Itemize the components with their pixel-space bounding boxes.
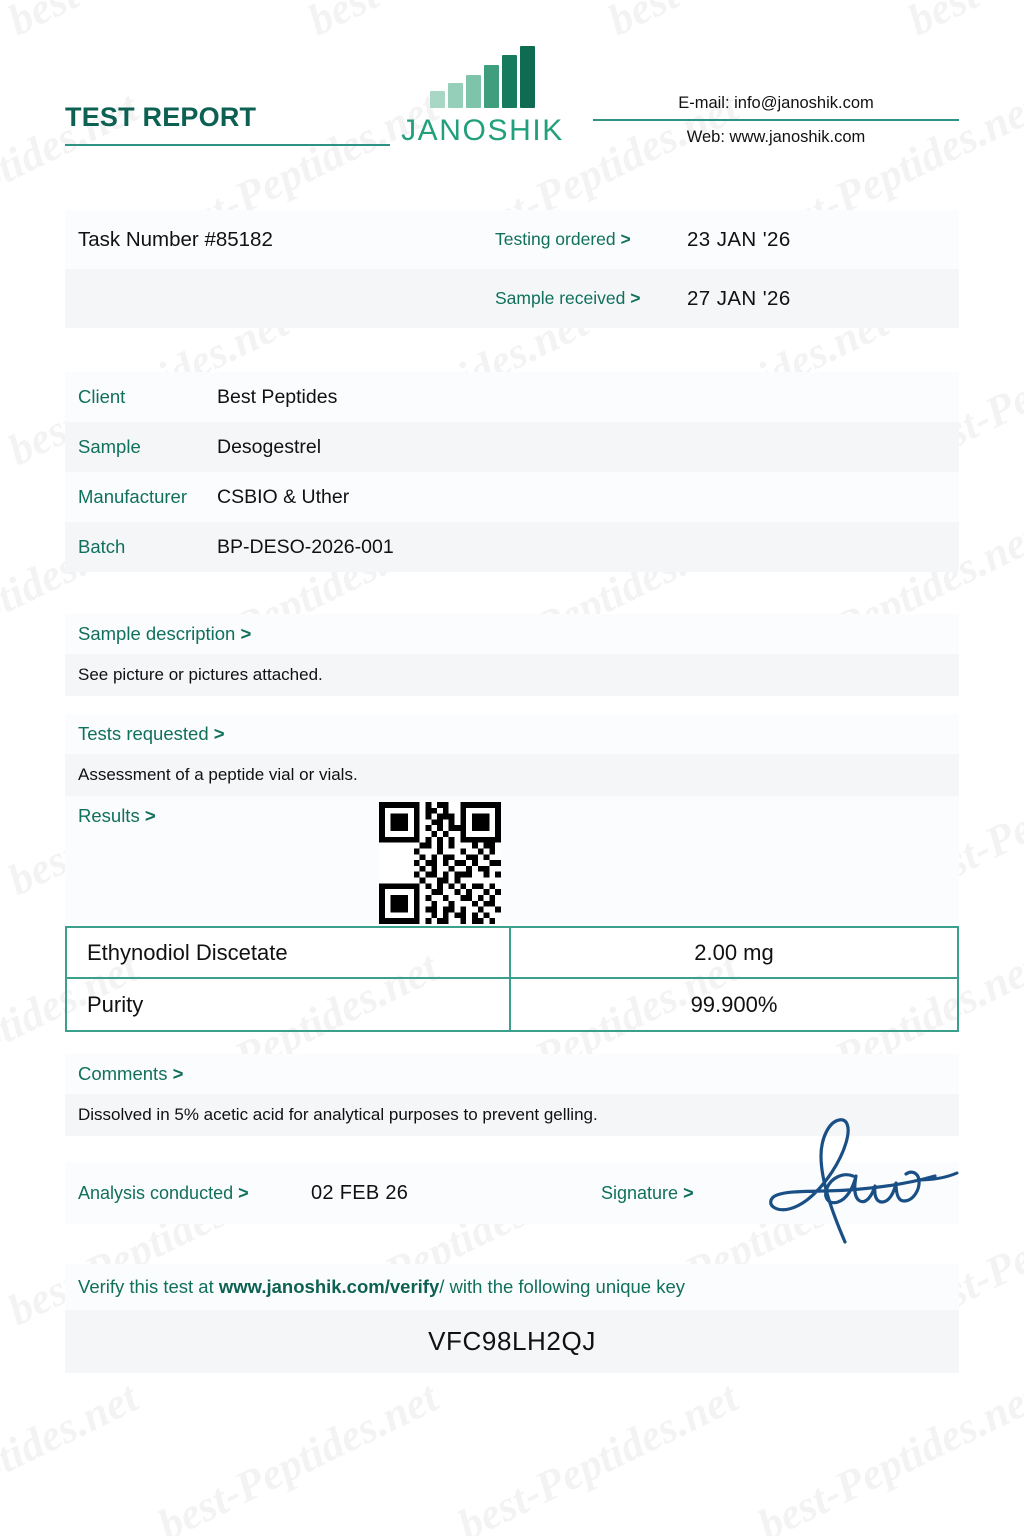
batch-label: Batch: [78, 536, 126, 557]
unique-key: VFC98LH2QJ: [65, 1310, 959, 1373]
verify-prefix: Verify this test at: [78, 1276, 219, 1297]
info-row-manufacturer: [65, 472, 959, 522]
chevron-right-icon: >: [683, 1182, 694, 1203]
table-row: [67, 928, 957, 979]
ascending-bars-icon: [390, 46, 575, 108]
contact-block: [575, 91, 959, 150]
contact-web: Web: www.janoshik.com: [686, 128, 866, 146]
results-heading: [65, 796, 375, 827]
chevron-right-icon: >: [238, 1182, 249, 1203]
chevron-right-icon: >: [172, 1063, 184, 1084]
tests-requested-block: [65, 714, 959, 796]
purity-name: Purity: [67, 979, 511, 1030]
tests-requested-body: Assessment of a peptide vial or vials.: [65, 754, 959, 796]
testing-ordered-value: 23 JAN '26: [687, 227, 791, 251]
sample-received-label: [485, 288, 687, 309]
client-label: Client: [78, 386, 126, 407]
purity-value: 99.900%: [690, 991, 778, 1017]
info-row-client: [65, 372, 959, 422]
contact-email: E-mail: info@janoshik.com: [678, 94, 874, 112]
qr-code-icon: [375, 796, 505, 924]
verify-text: [65, 1264, 959, 1310]
sample-description-block: [65, 614, 959, 696]
table-row: [67, 979, 957, 1030]
comments-block: [65, 1054, 959, 1136]
client-info-block: [65, 372, 959, 572]
testing-ordered-text: Testing ordered: [495, 229, 616, 249]
sample-value: Desogestrel: [217, 435, 322, 458]
chevron-right-icon: >: [144, 805, 156, 826]
sample-received-text: Sample received: [495, 288, 626, 308]
batch-value: BP-DESO-2026-001: [217, 535, 394, 558]
brand-logo: [390, 46, 575, 150]
chevron-right-icon: >: [240, 623, 252, 644]
testing-ordered-label: [485, 229, 687, 250]
results-block: [65, 796, 959, 924]
brand-wordmark: JANOSHIK: [401, 114, 564, 147]
analysis-conducted-text: Analysis conducted: [78, 1182, 234, 1203]
sample-label: Sample: [78, 436, 141, 457]
chevron-right-icon: >: [620, 229, 631, 249]
verify-block: [65, 1264, 959, 1373]
manufacturer-value: CSBIO & Uther: [217, 485, 350, 508]
manufacturer-label: Manufacturer: [78, 486, 187, 507]
task-block: [65, 210, 959, 328]
comments-body: Dissolved in 5% acetic acid for analytical purposes to prevent gelling.: [65, 1094, 959, 1136]
title-block: [65, 102, 390, 150]
task-row: [65, 269, 959, 328]
page-title: TEST REPORT: [65, 102, 257, 132]
comments-heading: [65, 1054, 959, 1094]
verify-suffix: / with the following unique key: [439, 1276, 686, 1297]
analysis-row: [65, 1162, 959, 1224]
comments-heading-text: Comments: [78, 1063, 168, 1084]
report-header: [65, 0, 959, 150]
chevron-right-icon: >: [630, 288, 641, 308]
analysis-conducted-label: [65, 1183, 311, 1204]
result-value: 2.00 mg: [694, 939, 774, 965]
tests-requested-heading: [65, 714, 959, 754]
signature-label: [601, 1183, 694, 1204]
analysis-date: 02 FEB 26: [311, 1181, 409, 1204]
info-row-batch: [65, 522, 959, 572]
task-row: [65, 210, 959, 269]
chevron-right-icon: >: [213, 723, 225, 744]
signature-label-text: Signature: [601, 1182, 679, 1203]
results-heading-text: Results: [78, 805, 140, 826]
results-table: [65, 926, 959, 1032]
task-number: Task Number #85182: [78, 227, 273, 251]
sample-description-heading: [65, 614, 959, 654]
sample-received-value: 27 JAN '26: [687, 286, 791, 310]
result-name: Ethynodiol Discetate: [67, 928, 511, 977]
analysis-signature-block: [65, 1162, 959, 1224]
verify-url[interactable]: www.janoshik.com/verify: [218, 1276, 440, 1297]
sample-description-body: See picture or pictures attached.: [65, 654, 959, 696]
client-value: Best Peptides: [217, 385, 338, 408]
title-rule: [65, 144, 390, 146]
sample-description-heading-text: Sample description: [78, 623, 236, 644]
tests-requested-heading-text: Tests requested: [78, 723, 209, 744]
info-row-sample: [65, 422, 959, 472]
